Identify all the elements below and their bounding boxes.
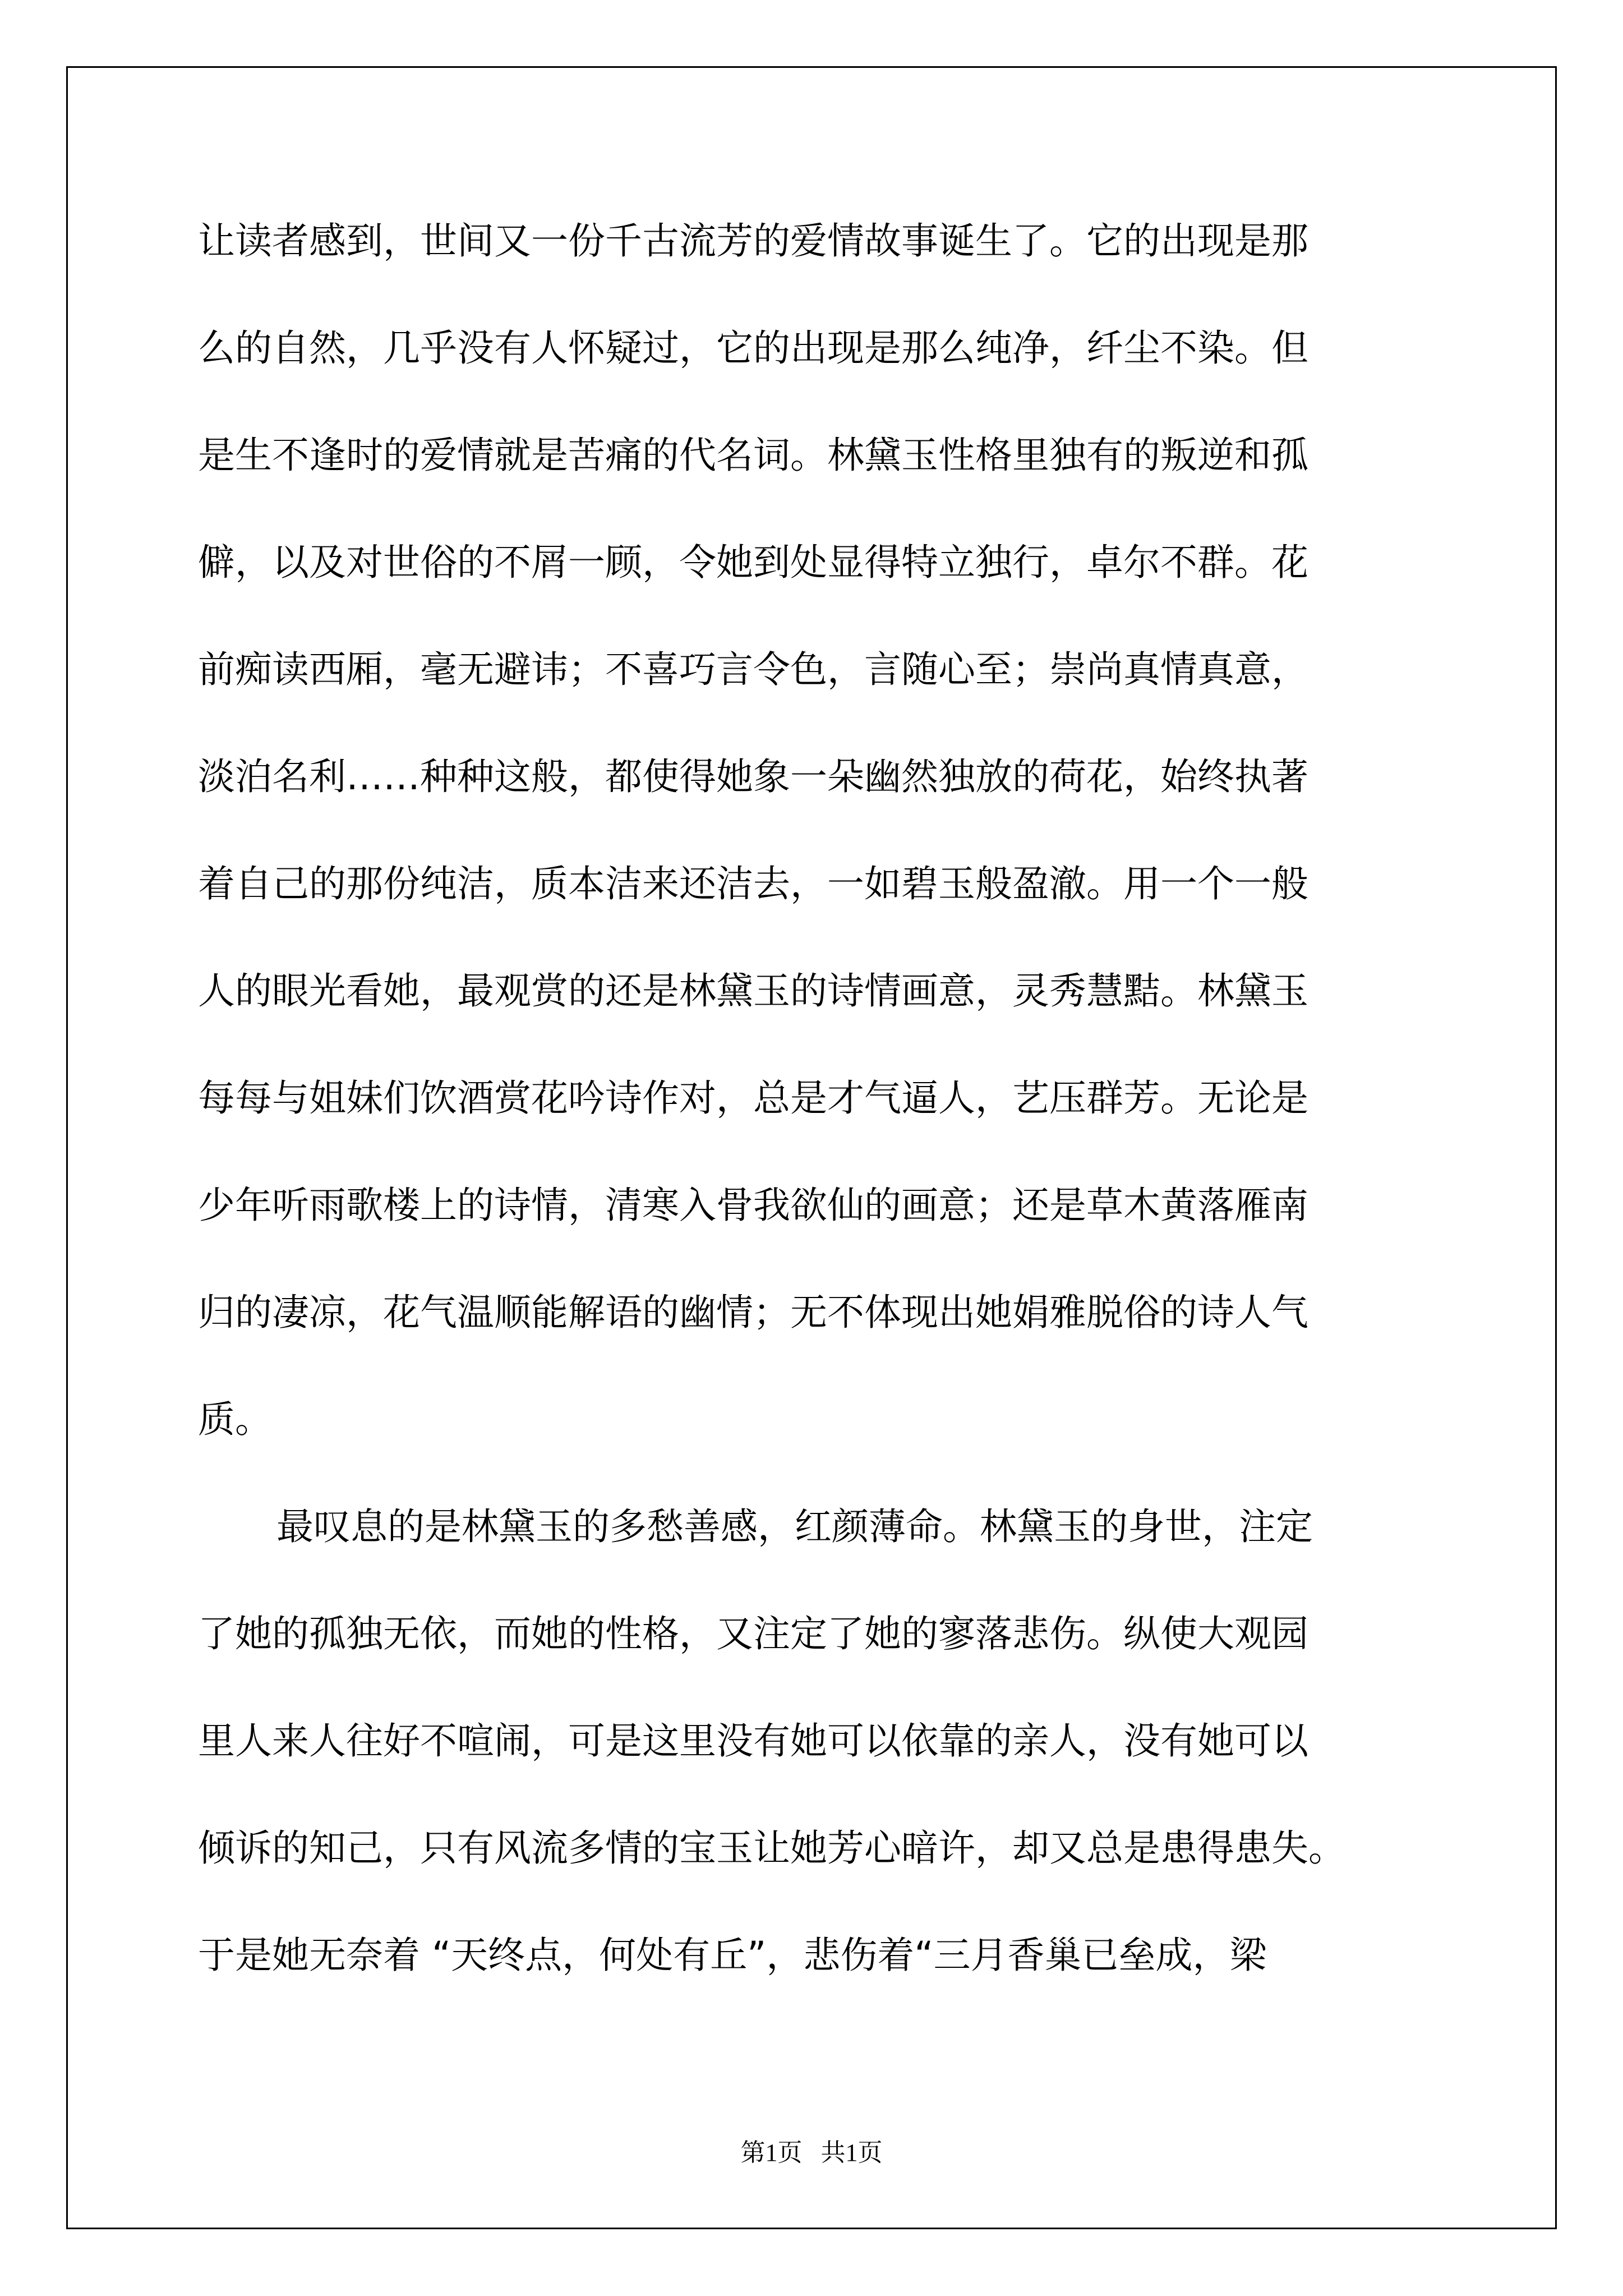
text-line: 倾诉的知己，只有风流多情的宝玉让她芳心暗许，却又总是患得患失。 — [198, 1826, 1345, 1870]
text-line: 质。 — [198, 1398, 272, 1441]
text-line: 淡泊名利……种种这般，都使得她象一朵幽然独放的荷花，始终执著 — [198, 755, 1308, 798]
text-line: 僻，以及对世俗的不屑一顾，令她到处显得特立独行，卓尔不群。花 — [198, 541, 1308, 584]
text-line: 着自己的那份纯洁，质本洁来还洁去，一如碧玉般盈澈。用一个一般 — [198, 862, 1308, 905]
text-line: 让读者感到，世间又一份千古流芳的爱情故事诞生了。它的出现是那 — [198, 219, 1308, 263]
text-line: 里人来人往好不喧闹，可是这里没有她可以依靠的亲人，没有她可以 — [198, 1719, 1308, 1763]
page-number-label: 第1页 共1页 — [740, 2139, 883, 2166]
text-line-indented: 最叹息的是林黛玉的多愁善感，红颜薄命。林黛玉的身世，注定 — [276, 1505, 1313, 1548]
text-line: 归的凄凉，花气温顺能解语的幽情；无不体现出她娟雅脱俗的诗人气 — [198, 1291, 1308, 1334]
text-line: 于是她无奈着 “天终点，何处有丘”，悲伤着“三月香巢已垒成，梁 — [198, 1934, 1267, 1977]
text-line: 么的自然，几乎没有人怀疑过，它的出现是那么纯净，纤尘不染。但 — [198, 326, 1308, 370]
text-line: 每每与姐妹们饮酒赏花吟诗作对，总是才气逼人，艺压群芳。无论是 — [198, 1076, 1308, 1120]
text-line: 前痴读西厢，毫无避讳；不喜巧言令色，言随心至；崇尚真情真意， — [198, 648, 1308, 691]
document-body — [198, 213, 1465, 2035]
text-line: 了她的孤独无依，而她的性格，又注定了她的寥落悲伤。纵使大观园 — [198, 1612, 1308, 1655]
page-footer — [0, 2136, 1623, 2170]
text-line: 人的眼光看她，最观赏的还是林黛玉的诗情画意，灵秀慧黠。林黛玉 — [198, 969, 1308, 1013]
text-line: 是生不逢时的爱情就是苦痛的代名词。林黛玉性格里独有的叛逆和孤 — [198, 434, 1308, 477]
text-line: 少年听雨歌楼上的诗情，清寒入骨我欲仙的画意；还是草木黄落雁南 — [198, 1184, 1308, 1227]
